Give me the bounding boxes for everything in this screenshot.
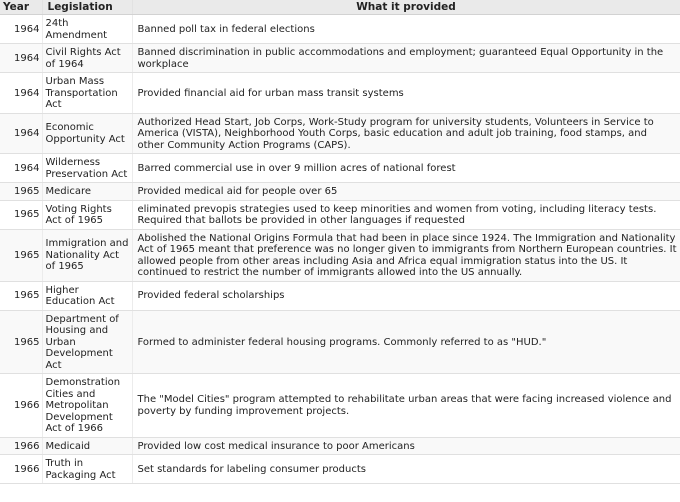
column-header-year: Year [0,0,42,15]
year-cell: 1965 [0,183,42,201]
legislation-cell: Medicare [42,183,132,201]
description-cell: Barred commercial use in over 9 million acres of national forest [132,154,680,183]
table-row [0,455,680,484]
legislation-cell: Civil Rights Act of 1964 [42,44,132,73]
description-cell: Formed to administer federal housing programs. Commonly referred to as "HUD." [132,310,680,374]
description-cell: Provided financial aid for urban mass transit systems [132,73,680,114]
legislation-cell: Higher Education Act [42,281,132,310]
column-header-what-it-provided: What it provided [132,0,680,15]
legislation-cell: Wilderness Preservation Act [42,154,132,183]
table-row [0,281,680,310]
year-cell: 1964 [0,15,42,44]
legislation-cell: Department of Housing and Urban Development Act [42,310,132,374]
table-row [0,200,680,229]
legislation-cell: Voting Rights Act of 1965 [42,200,132,229]
description-cell: Set standards for labeling consumer products [132,455,680,484]
year-cell: 1966 [0,437,42,455]
year-cell: 1965 [0,310,42,374]
table-row [0,154,680,183]
legislation-cell: 24th Amendment [42,15,132,44]
description-cell: Banned poll tax in federal elections [132,15,680,44]
year-cell: 1966 [0,374,42,438]
table-row [0,229,680,281]
legislation-cell: Urban Mass Transportation Act [42,73,132,114]
column-header-legislation: Legislation [42,0,132,15]
description-cell: Banned discrimination in public accommodations and employment; guaranteed Equal Opportunity in the workplace [132,44,680,73]
year-cell: 1965 [0,229,42,281]
table-row [0,73,680,114]
year-cell: 1964 [0,113,42,154]
description-cell: Provided medical aid for people over 65 [132,183,680,201]
table-row [0,437,680,455]
year-cell: 1965 [0,200,42,229]
description-cell: Authorized Head Start, Job Corps, Work-Study program for university students, Volunteers in Service to America (VISTA), Neighborhood Youth Corps, basic education and adult job training, food stamps, and other Community Action Programs (CAPS). [132,113,680,154]
legislation-cell: Immigration and Nationality Act of 1965 [42,229,132,281]
description-cell: The "Model Cities" program attempted to rehabilitate urban areas that were facing increased violence and poverty by funding improvement projects. [132,374,680,438]
year-cell: 1964 [0,73,42,114]
table-row [0,44,680,73]
legislation-cell: Demonstration Cities and Metropolitan Development Act of 1966 [42,374,132,438]
description-cell: Provided low cost medical insurance to poor Americans [132,437,680,455]
legislation-cell: Truth in Packaging Act [42,455,132,484]
table-body [0,15,680,484]
year-cell: 1965 [0,281,42,310]
year-cell: 1964 [0,44,42,73]
table-row [0,310,680,374]
description-cell: Abolished the National Origins Formula that had been in place since 1924. The Immigration and Nationality Act of 1965 meant that preference was no longer given to immigrants from Northern European countries. It allowed people from other areas including Asia and Africa equal immigration status into the US. It continued to restrict the number of immigrants allowed into the US annually. [132,229,680,281]
year-cell: 1964 [0,154,42,183]
table-row [0,374,680,438]
description-cell: eliminated prevopis strategies used to keep minorities and women from voting, including literacy tests. Required that ballots be provided in other languages if requested [132,200,680,229]
header-row [0,0,680,15]
description-cell: Provided federal scholarships [132,281,680,310]
legislation-cell: Economic Opportunity Act [42,113,132,154]
table-row [0,15,680,44]
table-row [0,183,680,201]
year-cell: 1966 [0,455,42,484]
table-row [0,113,680,154]
legislation-cell: Medicaid [42,437,132,455]
